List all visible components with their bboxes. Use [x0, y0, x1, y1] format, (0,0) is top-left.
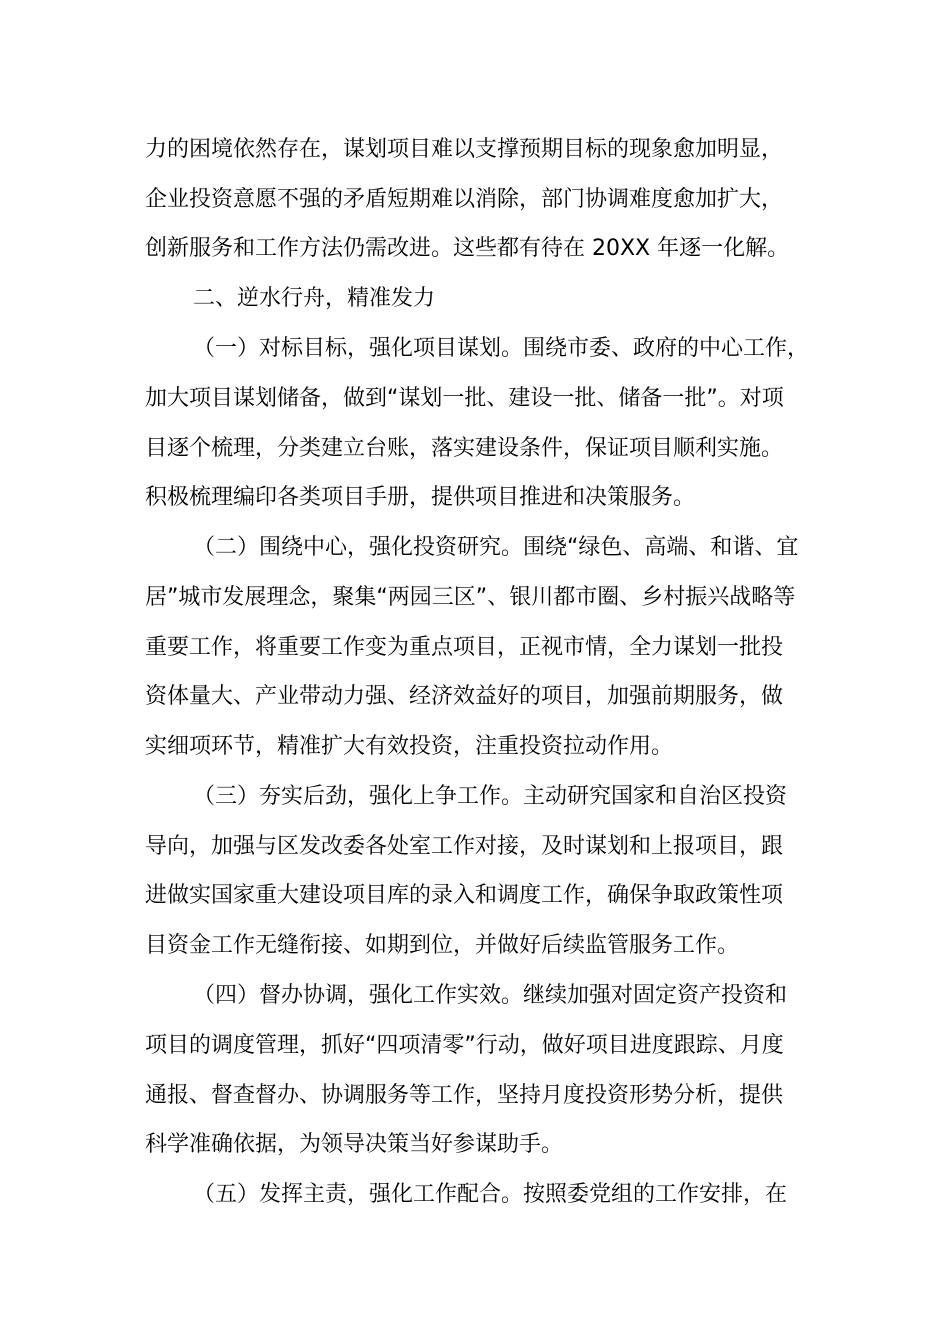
text-line: 加大项目谋划储备，做到“谋划一批、建设一批、储备一批”。对项	[145, 386, 784, 411]
text-line: 积极梳理编印各类项目手册，提供项目推进和决策服务。	[145, 485, 696, 510]
text-line: （二）围绕中心，强化投资研究。围绕“绿色、高端、和谐、宜	[193, 535, 799, 560]
text-line: 创新服务和工作方法仍需改进。这些都有待在 20XX 年逐一化解。	[145, 236, 790, 261]
text-line: 通报、督查督办、协调服务等工作，坚持月度投资形势分析，提供	[145, 1083, 784, 1108]
text-line: 重要工作，将重要工作变为重点项目，正视市情，全力谋划一批投	[145, 635, 784, 660]
text-line: 目逐个梳理，分类建立台账，落实建设条件，保证项目顺利实施。	[145, 436, 784, 461]
text-line: （三）夯实后劲，强化上争工作。主动研究国家和自治区投资	[193, 784, 788, 809]
text-line: 居”城市发展理念，聚集“两园三区”、银川都市圈、乡村振兴战略等	[145, 585, 796, 610]
text-line: 导向，加强与区发改委各处室工作对接，及时谋划和上报项目，跟	[145, 834, 784, 859]
text-line: （五）发挥主责，强化工作配合。按照委党组的工作安排，在	[193, 1182, 788, 1207]
text-line: 目资金工作无缝衔接、如期到位，并做好后续监管服务工作。	[145, 933, 740, 958]
text-line: （四）督办协调，强化工作实效。继续加强对固定资产投资和	[193, 983, 788, 1008]
text-line: 企业投资意愿不强的矛盾短期难以消除，部门协调难度愈加扩大，	[145, 187, 784, 212]
text-line: 实细项环节，精准扩大有效投资，注重投资拉动作用。	[145, 734, 674, 759]
text-line: 项目的调度管理，抓好“四项清零”行动，做好项目进度跟踪、月度	[145, 1033, 784, 1058]
text-line: 科学准确依据，为领导决策当好参谋助手。	[145, 1132, 564, 1157]
text-line: 资体量大、产业带动力强、经济效益好的项目，加强前期服务，做	[145, 684, 784, 709]
text-line: 进做实国家重大建设项目库的录入和调度工作，确保争取政策性项	[145, 883, 784, 908]
text-line: 力的困境依然存在，谋划项目难以支撑预期目标的现象愈加明显，	[145, 137, 784, 162]
section-heading: 二、逆水行舟，精准发力	[193, 286, 436, 311]
text-line: （一）对标目标，强化项目谋划。围绕市委、政府的中心工作，	[193, 336, 810, 361]
